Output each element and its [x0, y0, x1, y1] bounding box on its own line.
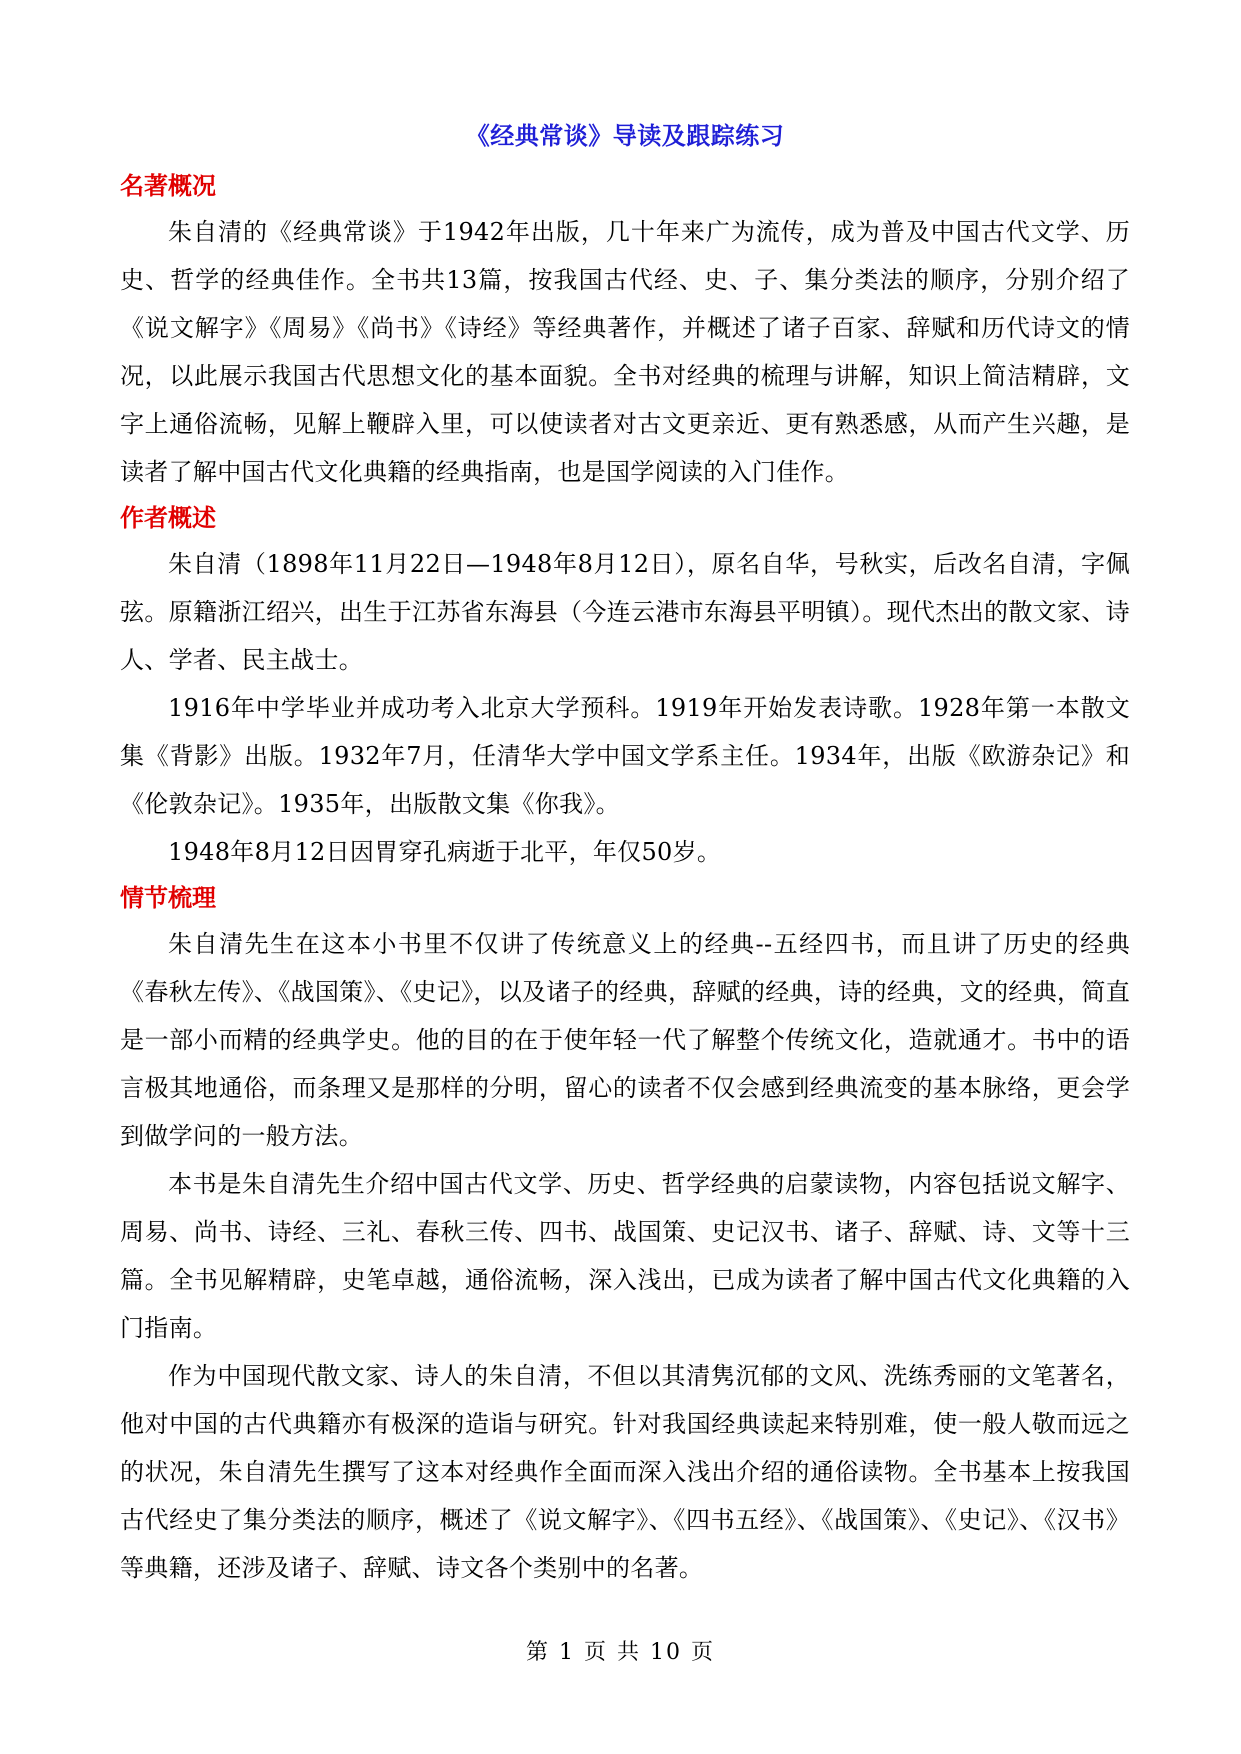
paragraph: 朱自清的《经典常谈》于1942年出版，几十年来广为流传，成为普及中国古代文学、历史、哲学的经典佳作。全书共13篇，按我国古代经、史、子、集分类法的顺序，分别介绍了《说文解字》《周易》《尚书》《诗经》等经典著作，并概述了诸子百家、辞赋和历代诗文的情况，以此展示我国古代思想文化的基本面貌。全书对经典的梳理与讲解，知识上简洁精辟，文字上通俗流畅，见解上鞭辟入里，可以使读者对古文更亲近、更有熟悉感，从而产生兴趣，是读者了解中国古代文化典籍的经典指南，也是国学阅读的入门佳作。: [120, 218, 1130, 486]
paragraph: 1948年8月12日因胃穿孔病逝于北平，年仅50岁。: [168, 838, 722, 866]
section-overview: [120, 164, 1130, 496]
paragraph: 作为中国现代散文家、诗人的朱自清，不但以其清隽沉郁的文风、洗练秀丽的文笔著名，他对中国的古代典籍亦有极深的造诣与研究。针对我国经典读起来特别难，使一般人敬而远之的状况，朱自清先生撰写了这本对经典作全面而深入浅出介绍的通俗读物。全书基本上按我国古代经史了集分类法的顺序，概述了《说文解字》、《四书五经》、《战国策》、《史记》、《汉书》等典籍，还涉及诸子、辞赋、诗文各个类别中的名著。: [120, 1362, 1130, 1582]
section-plot: [120, 876, 1130, 1592]
section-author: [120, 496, 1130, 876]
paragraph: 本书是朱自清先生介绍中国古代文学、历史、哲学经典的启蒙读物，内容包括说文解字、周易、尚书、诗经、三礼、春秋三传、四书、战国策、史记汉书、诸子、辞赋、诗、文等十三篇。全书见解精辟，史笔卓越，通俗流畅，深入浅出，已成为读者了解中国古代文化典籍的入门指南。: [120, 1170, 1130, 1342]
paragraph: 朱自清先生在这本小书里不仅讲了传统意义上的经典--五经四书，而且讲了历史的经典《春秋左传》、《战国策》、《史记》，以及诸子的经典，辞赋的经典，诗的经典，文的经典，简直是一部小而精的经典学史。他的目的在于使年轻一代了解整个传统文化，造就通才。书中的语言极其地通俗，而条理又是那样的分明，留心的读者不仅会感到经典流变的基本脉络，更会学到做学问的一般方法。: [120, 930, 1130, 1150]
section-heading: 作者概述: [120, 503, 216, 532]
document-page: [120, 112, 1130, 1592]
document-title: 《经典常谈》导读及跟踪练习: [465, 121, 785, 150]
section-heading: 情节梳理: [120, 883, 216, 912]
paragraph: 朱自清（1898年11月22日—1948年8月12日），原名自华，号秋实，后改名自清，字佩弦。原籍浙江绍兴，出生于江苏省东海县（今连云港市东海县平明镇）。现代杰出的散文家、诗人、学者、民主战士。: [120, 550, 1130, 674]
section-heading: 名著概况: [120, 171, 216, 200]
paragraph: 1916年中学毕业并成功考入北京大学预科。1919年开始发表诗歌。1928年第一本散文集《背影》出版。1932年7月，任清华大学中国文学系主任。1934年，出版《欧游杂记》和《伦敦杂记》。1935年，出版散文集《你我》。: [120, 694, 1130, 818]
page-number-footer: 第 1 页 共 10 页: [526, 1640, 715, 1665]
